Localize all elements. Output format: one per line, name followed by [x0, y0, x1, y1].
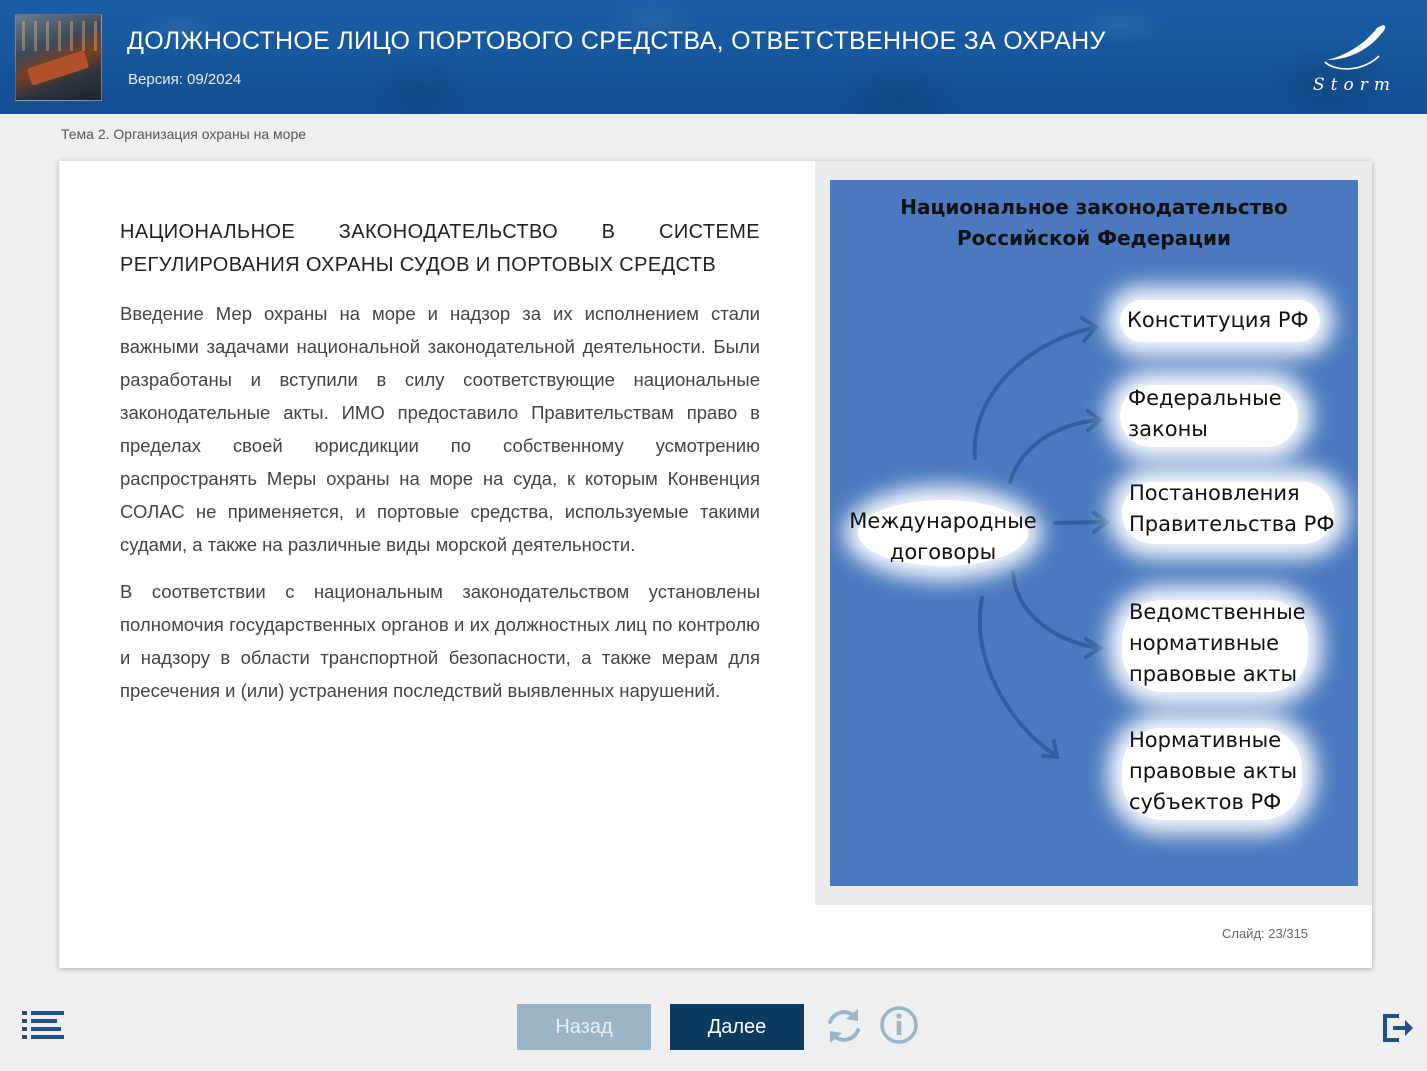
slide-counter: Слайд: 23/315: [1222, 926, 1309, 941]
target-node-government-decrees: [1129, 478, 1334, 540]
course-thumbnail-image: [15, 14, 102, 101]
list-menu-icon[interactable]: [22, 1011, 64, 1039]
diagram-frame: [815, 161, 1372, 905]
course-title: ДОЛЖНОСТНОЕ ЛИЦО ПОРТОВОГО СРЕДСТВА, ОТВЕТСТВЕННОЕ ЗА ОХРАНУ: [127, 27, 1106, 55]
back-button[interactable]: Назад: [517, 1004, 651, 1050]
paragraph-1: Введение Мер охраны на море и надзор за их исполнением стали важными задачами национальной законодательной деятельности. Были разработаны и вступили в силу соответствующие национальные законодательные акты. ИМО предоставило Правительствам право в пределах своей юрисдикции по собственному усмотрению распространять Меры охраны на море на суда, к которым Конвенция СОЛАС не применяется, и портовые средства, используемые такими судами, а также на различные виды морской деятельности.: [120, 303, 760, 555]
paragraph-2: В соответствии с национальным законодательством установлены полномочия государственных органов и их должностных лиц по контролю и надзору в области транспортной безопасности, а также мерам для пресечения и (или) устранения последствий выявленных нарушений.: [120, 581, 760, 701]
diagram-title-line1: Национальное законодательство: [900, 195, 1288, 219]
arrow-to-federal-laws: [1010, 420, 1098, 482]
header-bar: [0, 0, 1427, 114]
next-button[interactable]: Далее: [670, 1004, 804, 1050]
arrow-to-departmental-acts: [1013, 572, 1098, 648]
arrow-to-constitution: [975, 328, 1092, 458]
target-node-4-line1: Ведомственные: [1129, 600, 1306, 624]
target-node-2-line2: законы: [1128, 417, 1208, 441]
target-node-4-line2: нормативные: [1129, 631, 1280, 655]
refresh-icon[interactable]: [823, 1005, 865, 1047]
slide-body: [120, 297, 760, 721]
target-node-5-line2: правовые акты: [1129, 759, 1298, 783]
legislation-diagram: [830, 180, 1358, 886]
slide-heading: НАЦИОНАЛЬНОЕ ЗАКОНОДАТЕЛЬСТВО В СИСТЕМЕ РЕГУЛИРОВАНИЯ ОХРАНЫ СУДОВ И ПОРТОВЫХ СРЕДСТВ: [120, 221, 760, 276]
arrow-to-regional-acts: [980, 598, 1055, 755]
course-version: Версия: 09/2024: [128, 71, 242, 88]
target-node-constitution: [1127, 305, 1309, 336]
storm-logo-icon: [1305, 22, 1400, 97]
port-cranes-graphic: [22, 21, 97, 51]
diagram-title: [830, 192, 1358, 254]
slide-card: [59, 161, 1372, 968]
target-node-departmental-acts: [1129, 597, 1306, 690]
info-icon[interactable]: [879, 1005, 919, 1045]
ship-graphic: [27, 50, 90, 86]
target-node-3-line2: Правительства РФ: [1129, 512, 1335, 536]
target-node-2-line1: Федеральные: [1128, 386, 1282, 410]
arrow-to-government-decrees: [1055, 522, 1105, 523]
source-node-line1: Международные: [849, 509, 1037, 533]
target-node-3-line1: Постановления: [1129, 481, 1300, 505]
diagram-title-line2: Российской Федерации: [956, 226, 1232, 250]
breadcrumb: Тема 2. Организация охраны на море: [61, 126, 307, 142]
target-node-4-line3: правовые акты: [1129, 662, 1298, 686]
target-node-5-line3: субъектов РФ: [1129, 790, 1282, 814]
storm-logo-text: Storm: [1313, 75, 1396, 95]
target-node-5-line1: Нормативные: [1129, 728, 1282, 752]
target-node-federal-laws: [1128, 383, 1282, 445]
exit-icon[interactable]: [1381, 1010, 1415, 1044]
target-node-regional-acts: [1129, 725, 1297, 818]
source-node-line2: договоры: [889, 540, 997, 564]
target-node-1-line1: Конституция РФ: [1127, 308, 1309, 332]
source-node-international-treaties: [846, 506, 1040, 568]
